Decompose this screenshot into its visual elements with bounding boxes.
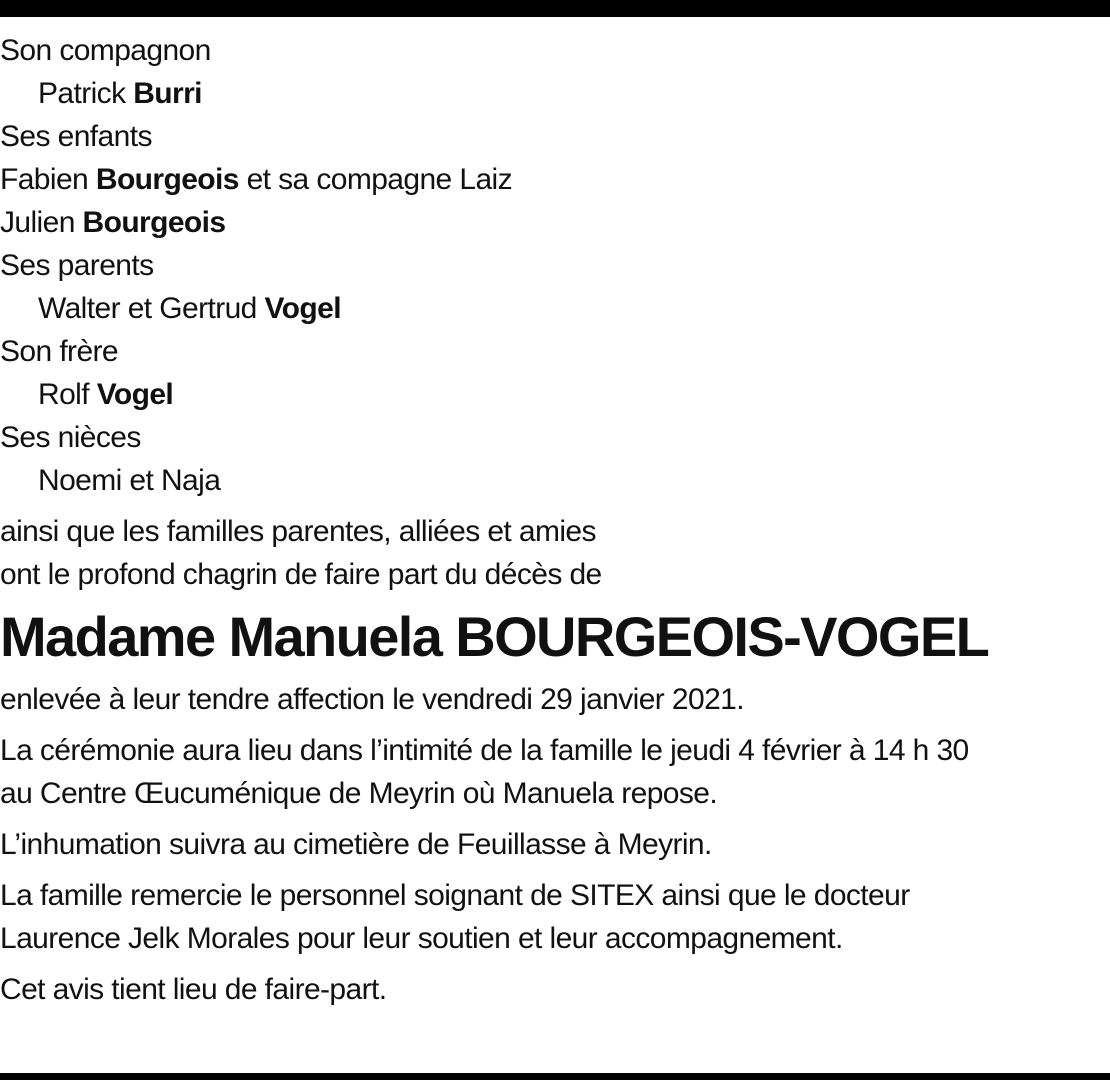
thanks-message (0, 874, 1110, 960)
family-role: Ses enfants (0, 120, 152, 153)
bottom-rule (0, 1073, 1110, 1080)
announcement-line: ont le profond chagrin de faire part du décès de (0, 558, 602, 591)
family-member: Rolf Vogel (38, 378, 174, 411)
thanks-line: Laurence Jelk Morales pour leur soutien et leur accompagnement. (0, 922, 843, 955)
obituary-notice (0, 29, 1110, 1011)
family-member: Patrick Burri (38, 77, 202, 110)
closing-note: Cet avis tient lieu de faire-part. (0, 973, 387, 1006)
family-member: Walter et Gertrud Vogel (38, 292, 341, 325)
family-role: Ses parents (0, 249, 154, 282)
top-rule (0, 0, 1110, 17)
announcement-line: ainsi que les familles parentes, alliées et amies (0, 515, 596, 548)
family-role: Son compagnon (0, 34, 211, 67)
family-role: Ses nièces (0, 421, 141, 454)
family-member: Noemi et Naja (38, 464, 221, 497)
announcement (0, 510, 1110, 596)
ceremony-details (0, 729, 1110, 815)
death-notice: enlevée à leur tendre affection le vendredi 29 janvier 2021. (0, 683, 744, 716)
family-member: Fabien Bourgeois et sa compagne Laiz (0, 163, 513, 196)
family-list (0, 29, 1110, 502)
ceremony-line: au Centre Œucuménique de Meyrin où Manuela repose. (0, 777, 718, 810)
deceased-name: Madame Manuela BOURGEOIS-VOGEL (0, 605, 989, 668)
family-member: Julien Bourgeois (0, 206, 226, 239)
ceremony-line: La cérémonie aura lieu dans l’intimité de la famille le jeudi 4 février à 14 h 30 (0, 734, 969, 767)
thanks-line: La famille remercie le personnel soignant de SITEX ainsi que le docteur (0, 879, 910, 912)
burial-info: L’inhumation suivra au cimetière de Feuillasse à Meyrin. (0, 828, 712, 861)
family-role: Son frère (0, 335, 118, 368)
